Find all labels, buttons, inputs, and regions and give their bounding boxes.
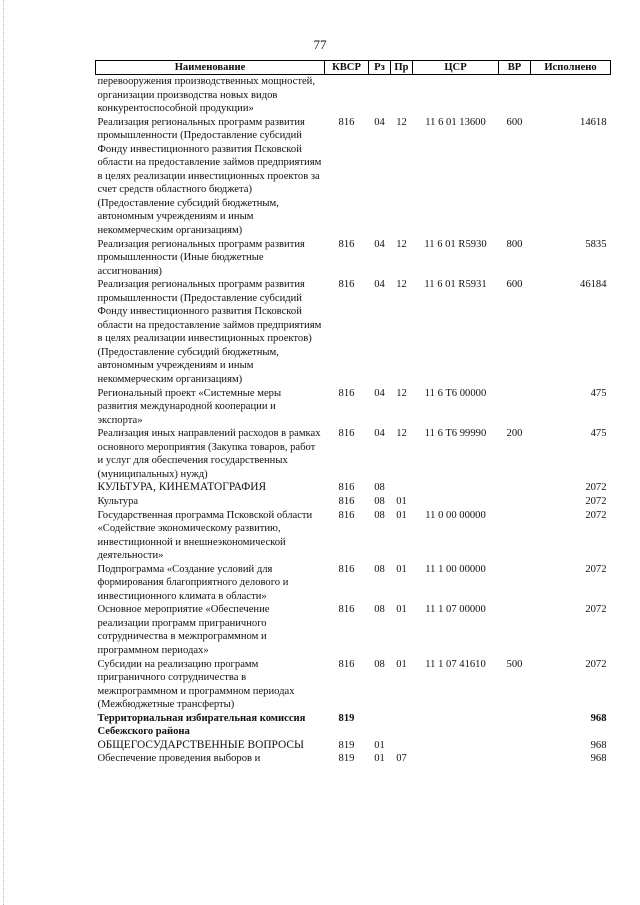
- cell-csr: [413, 481, 499, 495]
- cell-csr: [413, 739, 499, 753]
- cell-kvsr: [325, 75, 369, 116]
- cell-csr: 11 6 T6 00000: [424, 387, 487, 399]
- cell-rz: 04: [374, 238, 385, 250]
- cell-executed: 2072: [585, 604, 607, 616]
- cell-executed: 2072: [585, 658, 607, 670]
- cell-kvsr: 816: [338, 482, 355, 494]
- cell-name: Государственная программа Псковской области «Содействие экономическому развитию, инвестиционной и внешнеэкономической деятельности»: [97, 509, 313, 562]
- cell-vr: [499, 75, 531, 116]
- cell-name: Региональный проект «Системные меры развития международной кооперации и экспорта»: [97, 387, 282, 426]
- cell-kvsr: 819: [338, 753, 355, 765]
- cell-csr: 11 6 01 R5931: [424, 279, 487, 291]
- cell-rz: [369, 75, 391, 116]
- cell-vr: 500: [506, 658, 523, 670]
- cell-pr: 07: [396, 753, 407, 765]
- cell-executed: 2072: [585, 482, 607, 494]
- cell-vr: [499, 495, 531, 509]
- cell-pr: 12: [396, 116, 407, 128]
- cell-vr: [499, 509, 531, 563]
- cell-csr: 11 6 01 13600: [425, 116, 486, 128]
- cell-name: Реализация региональных программ развития промышленности (Предоставление субсидий Фонду инвестиционного развития Псковской области на предоставление займов предприятиям в целях реализации инвестиционных проектов) (Предоставление субсидий бюджетным, автономным учреждениям и иным некоммерческим организациям): [97, 279, 322, 386]
- table-row: [96, 427, 611, 481]
- table-row: [96, 658, 611, 712]
- cell-kvsr: 816: [338, 238, 355, 250]
- table-row: [96, 116, 611, 238]
- cell-pr: [391, 75, 413, 116]
- table-row: [96, 563, 611, 604]
- cell-rz: 01: [374, 753, 385, 765]
- cell-rz: 08: [374, 658, 385, 670]
- cell-rz: [369, 712, 391, 739]
- cell-csr: 11 1 00 00000: [425, 563, 486, 575]
- cell-csr: 11 6 01 R5930: [424, 238, 487, 250]
- cell-pr: 01: [396, 658, 407, 670]
- cell-vr: [499, 603, 531, 657]
- header-pr: Пр: [391, 61, 413, 75]
- header-executed: Исполнено: [531, 61, 611, 75]
- cell-rz: 08: [374, 509, 385, 521]
- cell-rz: 04: [374, 428, 385, 440]
- cell-name: Основное мероприятие «Обеспечение реализации программ приграничного сотрудничества в межпрограммном и программном периодах»: [97, 604, 270, 656]
- cell-csr: 11 1 07 41610: [425, 658, 486, 670]
- cell-pr: 12: [396, 428, 407, 440]
- cell-name: перевооружения производственных мощностей, организации производства новых видов конкурентоспособной продукции»: [97, 76, 315, 115]
- cell-pr: 12: [396, 387, 407, 399]
- table-row: [96, 495, 611, 509]
- cell-name: Реализация региональных программ развития промышленности (Предоставление субсидий Фонду инвестиционного развития Псковской области на предоставление займов предприятиям в целях реализации инвестиционных проектов за счет средств областного бюджета) (Предоставление субсидий бюджетным, автономным учреждениям и иным некоммерческим организациям): [97, 116, 322, 237]
- cell-pr: 01: [396, 495, 407, 507]
- cell-kvsr: 816: [338, 563, 355, 575]
- cell-pr: 01: [396, 604, 407, 616]
- cell-name: КУЛЬТУРА, КИНЕМАТОГРАФИЯ: [97, 481, 267, 494]
- cell-kvsr: 816: [338, 279, 355, 291]
- cell-pr: 12: [396, 279, 407, 291]
- header-csr: ЦСР: [413, 61, 499, 75]
- table-row: [96, 603, 611, 657]
- cell-csr: [413, 75, 499, 116]
- table-row: [96, 752, 611, 766]
- cell-executed: 14618: [580, 116, 607, 128]
- cell-csr: [413, 752, 499, 766]
- cell-name: Подпрограмма «Создание условий для формирования благоприятного делового и инвестиционного климата в области»: [97, 563, 289, 602]
- cell-name: Культура: [97, 495, 139, 507]
- table-row: [96, 238, 611, 279]
- cell-name: Обеспечение проведения выборов и: [97, 753, 261, 765]
- header-kvsr: КВСР: [325, 61, 369, 75]
- table-row: [96, 75, 611, 116]
- cell-kvsr: 816: [338, 387, 355, 399]
- cell-kvsr: 816: [338, 509, 355, 521]
- cell-vr: 600: [506, 279, 523, 291]
- cell-pr: [391, 739, 413, 753]
- cell-csr: 11 1 07 00000: [425, 604, 486, 616]
- cell-executed: 968: [590, 712, 607, 724]
- cell-rz: 08: [374, 563, 385, 575]
- cell-pr: [391, 481, 413, 495]
- table-header-row: [96, 61, 611, 75]
- cell-executed: 475: [590, 428, 607, 440]
- cell-kvsr: 816: [338, 604, 355, 616]
- cell-pr: 12: [396, 238, 407, 250]
- cell-vr: [499, 563, 531, 604]
- cell-csr: 11 6 T6 99990: [424, 428, 487, 440]
- cell-rz: 08: [374, 604, 385, 616]
- table-row: [96, 278, 611, 386]
- cell-executed: 2072: [585, 509, 607, 521]
- cell-csr: [413, 495, 499, 509]
- cell-executed: 5835: [585, 238, 607, 250]
- cell-executed: 2072: [585, 495, 607, 507]
- cell-rz: 08: [374, 495, 385, 507]
- header-name: Наименование: [96, 61, 325, 75]
- budget-execution-table: [95, 60, 611, 766]
- cell-vr: 200: [506, 428, 523, 440]
- cell-rz: 04: [374, 279, 385, 291]
- cell-executed: [531, 75, 611, 116]
- cell-csr: 11 0 00 00000: [425, 509, 486, 521]
- cell-vr: [499, 752, 531, 766]
- cell-vr: [499, 481, 531, 495]
- cell-pr: 01: [396, 563, 407, 575]
- cell-executed: 46184: [580, 279, 607, 291]
- cell-name: Реализация региональных программ развития промышленности (Иные бюджетные ассигнования): [97, 238, 305, 277]
- cell-kvsr: 816: [338, 658, 355, 670]
- cell-kvsr: 816: [338, 116, 355, 128]
- cell-executed: 2072: [585, 563, 607, 575]
- table-row: [96, 739, 611, 753]
- cell-vr: [499, 739, 531, 753]
- cell-name: Территориальная избирательная комиссия Себежского района: [97, 712, 306, 738]
- cell-kvsr: 819: [338, 739, 355, 751]
- cell-executed: 968: [590, 753, 607, 765]
- table-row: [96, 712, 611, 739]
- scan-edge-mark: [3, 0, 5, 905]
- cell-name: Субсидии на реализацию программ приграничного сотрудничества в межпрограммном и программном периодах (Межбюджетные трансферты): [97, 658, 295, 711]
- cell-rz: 04: [374, 116, 385, 128]
- table-row: [96, 481, 611, 495]
- cell-executed: 968: [590, 739, 607, 751]
- cell-kvsr: 816: [338, 428, 355, 440]
- cell-pr: [391, 712, 413, 739]
- header-rz: Рз: [369, 61, 391, 75]
- cell-rz: 08: [374, 482, 385, 494]
- cell-rz: 01: [374, 739, 385, 751]
- cell-vr: [499, 712, 531, 739]
- cell-csr: [413, 712, 499, 739]
- cell-pr: 01: [396, 509, 407, 521]
- cell-kvsr: 819: [338, 712, 355, 724]
- cell-rz: 04: [374, 387, 385, 399]
- cell-vr: 800: [506, 238, 523, 250]
- header-vr: ВР: [499, 61, 531, 75]
- cell-name: Реализация иных направлений расходов в рамках основного мероприятия (Закупка товаров, работ и услуг для обеспечения государственных (муниципальных) нужд): [97, 428, 321, 480]
- cell-name: ОБЩЕГОСУДАРСТВЕННЫЕ ВОПРОСЫ: [97, 738, 304, 751]
- cell-vr: [499, 387, 531, 428]
- page-number: 77: [313, 37, 327, 52]
- cell-executed: 475: [590, 387, 607, 399]
- table-row: [96, 509, 611, 563]
- table-row: [96, 387, 611, 428]
- cell-kvsr: 816: [338, 495, 355, 507]
- cell-vr: 600: [506, 116, 523, 128]
